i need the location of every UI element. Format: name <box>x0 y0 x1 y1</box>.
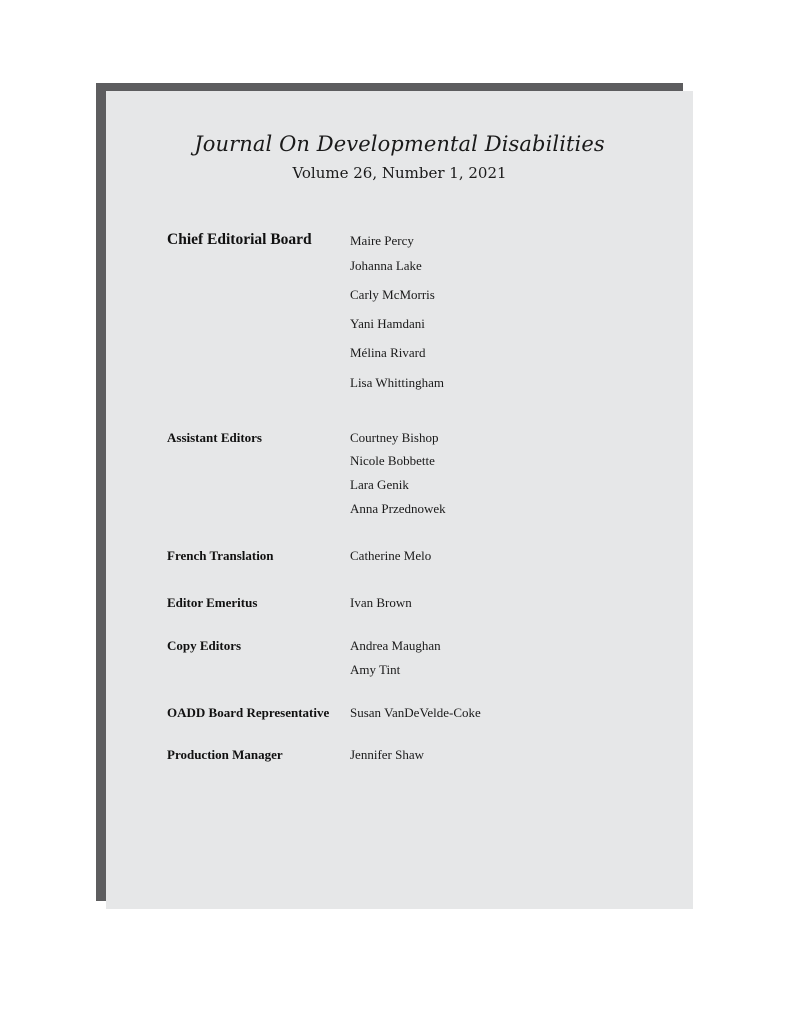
editor-name: Ivan Brown <box>350 595 412 610</box>
role-assistant-editors: Assistant Editors <box>167 430 262 445</box>
editor-name: Amy Tint <box>350 662 401 677</box>
journal-volume: Volume 26, Number 1, 2021 <box>292 164 507 182</box>
journal-title: Journal On Developmental Disabilities <box>194 132 605 156</box>
editor-name: Lara Genik <box>350 477 409 492</box>
role-oadd-board-representative: OADD Board Representative <box>167 705 330 720</box>
editor-name: Anna Przednowek <box>350 501 446 516</box>
role-copy-editors: Copy Editors <box>167 638 242 653</box>
masthead-panel <box>106 91 693 909</box>
editor-name: Catherine Melo <box>350 548 432 563</box>
editor-name: Maire Percy <box>350 233 414 248</box>
editor-name: Johanna Lake <box>350 258 422 273</box>
editor-name: Courtney Bishop <box>350 430 439 445</box>
editor-name: Andrea Maughan <box>350 638 441 653</box>
editor-name: Carly McMorris <box>350 287 435 302</box>
editor-name: Jennifer Shaw <box>350 747 425 762</box>
role-chief-editorial-board: Chief Editorial Board <box>167 231 312 248</box>
role-editor-emeritus: Editor Emeritus <box>167 595 258 610</box>
editor-name: Yani Hamdani <box>350 316 425 331</box>
editor-name: Mélina Rivard <box>350 345 426 360</box>
role-french-translation: French Translation <box>167 548 274 563</box>
editor-name: Nicole Bobbette <box>350 453 435 468</box>
role-production-manager: Production Manager <box>167 747 283 762</box>
editor-name: Lisa Whittingham <box>350 375 444 390</box>
editor-name: Susan VanDeVelde-Coke <box>350 705 481 720</box>
